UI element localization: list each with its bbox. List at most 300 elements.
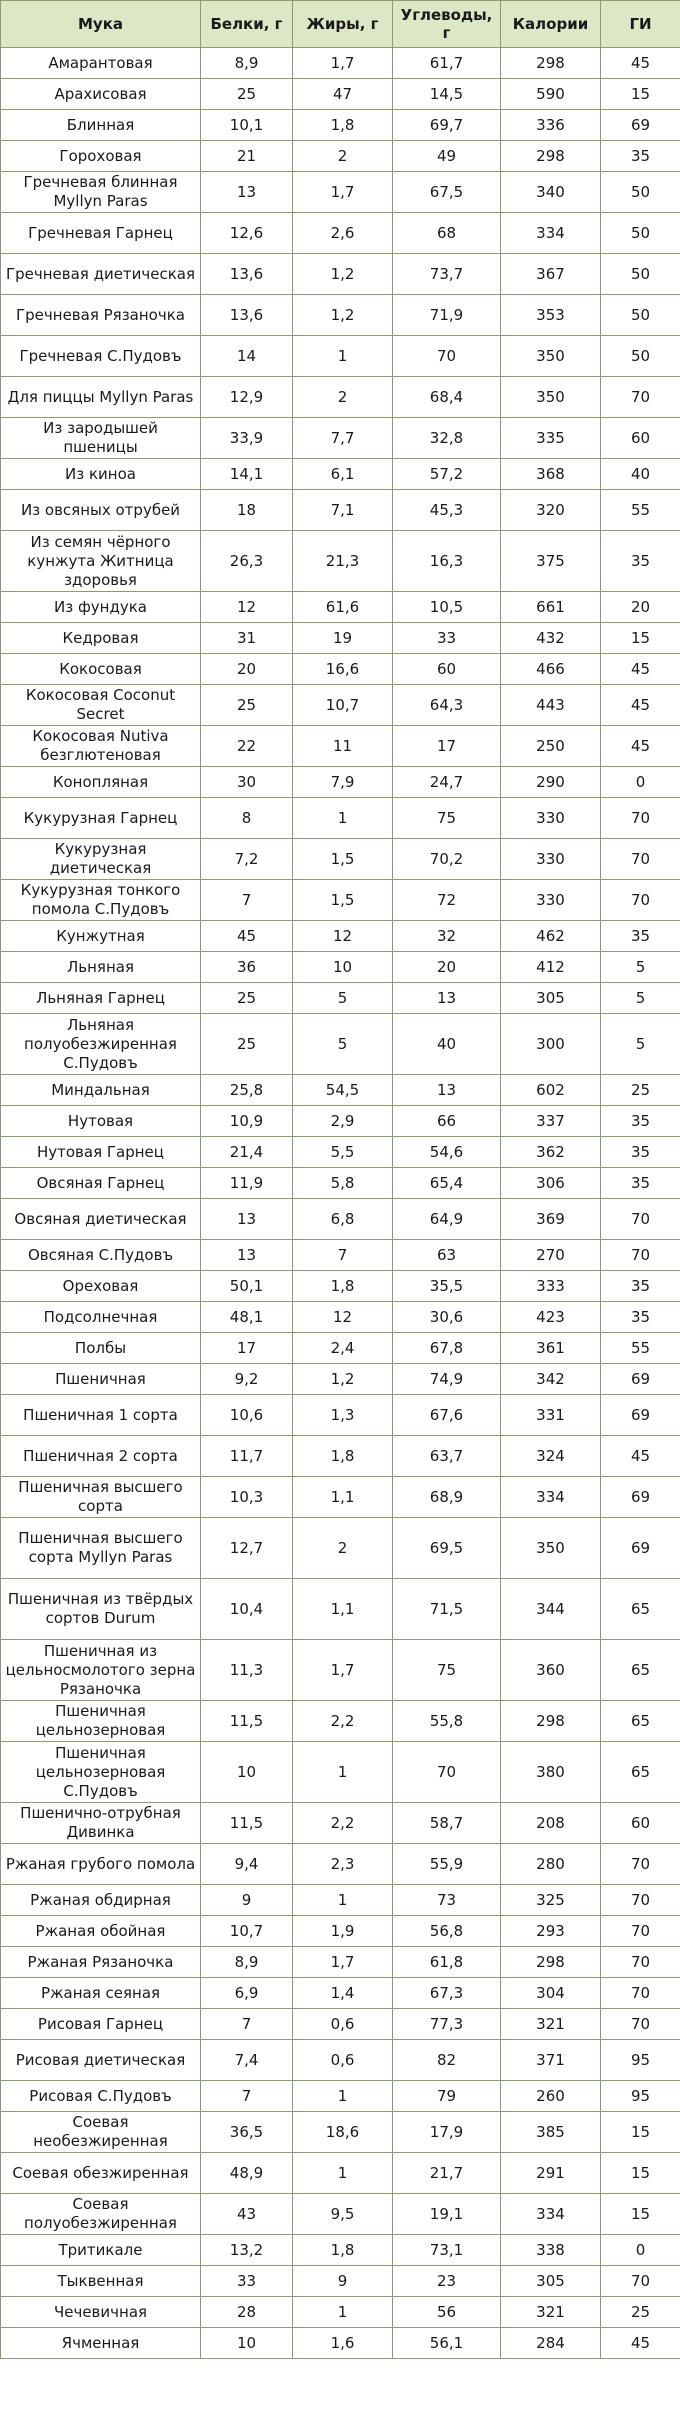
cell-fat: 1,6	[293, 2328, 393, 2359]
cell-gi: 15	[601, 2194, 680, 2235]
cell-gi: 45	[601, 654, 680, 685]
cell-flour-name: Соевая обезжиренная	[1, 2153, 201, 2194]
cell-gi: 69	[601, 1364, 680, 1395]
cell-calories: 331	[501, 1395, 601, 1436]
cell-gi: 5	[601, 1014, 680, 1075]
cell-flour-name: Пшеничная из твёрдых сортов Durum	[1, 1579, 201, 1640]
cell-protein: 21	[201, 141, 293, 172]
cell-gi: 25	[601, 2297, 680, 2328]
cell-flour-name: Соевая полуобезжиренная	[1, 2194, 201, 2235]
cell-calories: 305	[501, 983, 601, 1014]
table-row	[1, 2009, 680, 2040]
cell-protein: 11,5	[201, 1701, 293, 1742]
cell-protein: 14,1	[201, 459, 293, 490]
cell-fat: 2	[293, 141, 393, 172]
cell-gi: 70	[601, 1199, 680, 1240]
cell-fat: 18,6	[293, 2112, 393, 2153]
cell-carbs: 71,5	[393, 1579, 501, 1640]
cell-calories: 321	[501, 2009, 601, 2040]
table-row	[1, 1333, 680, 1364]
table-row	[1, 1240, 680, 1271]
table-row	[1, 490, 680, 531]
header-carbs: Углеводы, г	[393, 1, 501, 48]
cell-protein: 7,2	[201, 839, 293, 880]
cell-flour-name: Пшеничная	[1, 1364, 201, 1395]
cell-protein: 48,1	[201, 1302, 293, 1333]
cell-carbs: 61,7	[393, 48, 501, 79]
cell-carbs: 67,6	[393, 1395, 501, 1436]
cell-fat: 1,5	[293, 839, 393, 880]
cell-protein: 13	[201, 1199, 293, 1240]
table-row	[1, 141, 680, 172]
cell-protein: 7,4	[201, 2040, 293, 2081]
cell-calories: 333	[501, 1271, 601, 1302]
table-row	[1, 377, 680, 418]
cell-gi: 70	[601, 1240, 680, 1271]
cell-flour-name: Из овсяных отрубей	[1, 490, 201, 531]
cell-carbs: 20	[393, 952, 501, 983]
cell-flour-name: Пшеничная из цельносмолотого зерна Рязаночка	[1, 1640, 201, 1701]
cell-protein: 7	[201, 2009, 293, 2040]
cell-protein: 25	[201, 79, 293, 110]
table-row	[1, 798, 680, 839]
cell-carbs: 55,8	[393, 1701, 501, 1742]
cell-flour-name: Арахисовая	[1, 79, 201, 110]
cell-protein: 10,4	[201, 1579, 293, 1640]
table-row	[1, 2081, 680, 2112]
cell-gi: 15	[601, 623, 680, 654]
cell-carbs: 63,7	[393, 1436, 501, 1477]
cell-flour-name: Овсяная диетическая	[1, 1199, 201, 1240]
table-row	[1, 592, 680, 623]
cell-carbs: 13	[393, 983, 501, 1014]
cell-protein: 45	[201, 921, 293, 952]
cell-calories: 291	[501, 2153, 601, 2194]
cell-calories: 334	[501, 213, 601, 254]
header-row	[1, 1, 680, 48]
cell-fat: 61,6	[293, 592, 393, 623]
cell-fat: 7,1	[293, 490, 393, 531]
cell-carbs: 30,6	[393, 1302, 501, 1333]
cell-flour-name: Кокосовая Coconut Secret	[1, 685, 201, 726]
table-row	[1, 1978, 680, 2009]
cell-calories: 338	[501, 2235, 601, 2266]
table-row	[1, 654, 680, 685]
cell-fat: 2	[293, 377, 393, 418]
cell-calories: 325	[501, 1885, 601, 1916]
cell-protein: 21,4	[201, 1137, 293, 1168]
cell-flour-name: Овсяная Гарнец	[1, 1168, 201, 1199]
cell-protein: 9	[201, 1885, 293, 1916]
cell-protein: 13	[201, 1240, 293, 1271]
cell-flour-name: Кукурузная Гарнец	[1, 798, 201, 839]
cell-carbs: 17	[393, 726, 501, 767]
cell-calories: 334	[501, 1477, 601, 1518]
cell-flour-name: Пшеничная цельнозерновая С.Пудовъ	[1, 1742, 201, 1803]
cell-fat: 9	[293, 2266, 393, 2297]
cell-protein: 10,9	[201, 1106, 293, 1137]
table-row	[1, 1364, 680, 1395]
cell-flour-name: Льняная полуобезжиренная С.Пудовъ	[1, 1014, 201, 1075]
cell-gi: 0	[601, 767, 680, 798]
cell-protein: 10,1	[201, 110, 293, 141]
cell-gi: 50	[601, 172, 680, 213]
cell-carbs: 73,7	[393, 254, 501, 295]
cell-calories: 298	[501, 1701, 601, 1742]
cell-flour-name: Ржаная сеяная	[1, 1978, 201, 2009]
cell-flour-name: Кедровая	[1, 623, 201, 654]
cell-fat: 1,7	[293, 1947, 393, 1978]
cell-protein: 18	[201, 490, 293, 531]
cell-gi: 5	[601, 983, 680, 1014]
cell-gi: 70	[601, 1844, 680, 1885]
cell-fat: 2	[293, 1518, 393, 1579]
cell-calories: 368	[501, 459, 601, 490]
cell-flour-name: Подсолнечная	[1, 1302, 201, 1333]
table-row	[1, 983, 680, 1014]
cell-gi: 50	[601, 254, 680, 295]
cell-flour-name: Нутовая	[1, 1106, 201, 1137]
cell-protein: 48,9	[201, 2153, 293, 2194]
cell-protein: 12,9	[201, 377, 293, 418]
cell-protein: 10	[201, 2328, 293, 2359]
cell-fat: 1	[293, 1885, 393, 1916]
cell-gi: 50	[601, 336, 680, 377]
cell-protein: 33	[201, 2266, 293, 2297]
table-row	[1, 418, 680, 459]
cell-gi: 20	[601, 592, 680, 623]
table-row	[1, 1518, 680, 1579]
cell-fat: 12	[293, 921, 393, 952]
cell-gi: 35	[601, 1302, 680, 1333]
cell-calories: 284	[501, 2328, 601, 2359]
cell-flour-name: Гороховая	[1, 141, 201, 172]
cell-carbs: 21,7	[393, 2153, 501, 2194]
cell-gi: 70	[601, 377, 680, 418]
cell-fat: 1,1	[293, 1477, 393, 1518]
cell-calories: 375	[501, 531, 601, 592]
table-row	[1, 880, 680, 921]
cell-protein: 13,2	[201, 2235, 293, 2266]
cell-flour-name: Кукурузная диетическая	[1, 839, 201, 880]
cell-protein: 10,3	[201, 1477, 293, 1518]
cell-calories: 250	[501, 726, 601, 767]
cell-gi: 25	[601, 1075, 680, 1106]
cell-fat: 1,8	[293, 2235, 393, 2266]
table-row	[1, 1803, 680, 1844]
cell-calories: 380	[501, 1742, 601, 1803]
cell-flour-name: Тыквенная	[1, 2266, 201, 2297]
table-row	[1, 172, 680, 213]
cell-flour-name: Льняная Гарнец	[1, 983, 201, 1014]
cell-carbs: 73,1	[393, 2235, 501, 2266]
cell-flour-name: Ржаная обойная	[1, 1916, 201, 1947]
cell-flour-name: Кунжутная	[1, 921, 201, 952]
cell-carbs: 32	[393, 921, 501, 952]
table-row	[1, 1137, 680, 1168]
cell-fat: 0,6	[293, 2009, 393, 2040]
cell-flour-name: Рисовая диетическая	[1, 2040, 201, 2081]
cell-calories: 412	[501, 952, 601, 983]
cell-fat: 21,3	[293, 531, 393, 592]
table-row	[1, 2040, 680, 2081]
cell-carbs: 24,7	[393, 767, 501, 798]
cell-gi: 95	[601, 2040, 680, 2081]
cell-carbs: 10,5	[393, 592, 501, 623]
header-flour: Мука	[1, 1, 201, 48]
cell-flour-name: Рисовая Гарнец	[1, 2009, 201, 2040]
cell-flour-name: Овсяная С.Пудовъ	[1, 1240, 201, 1271]
cell-flour-name: Ржаная обдирная	[1, 1885, 201, 1916]
cell-carbs: 40	[393, 1014, 501, 1075]
cell-calories: 371	[501, 2040, 601, 2081]
cell-carbs: 79	[393, 2081, 501, 2112]
cell-flour-name: Льняная	[1, 952, 201, 983]
cell-fat: 19	[293, 623, 393, 654]
cell-calories: 330	[501, 798, 601, 839]
cell-protein: 13,6	[201, 254, 293, 295]
cell-gi: 35	[601, 1137, 680, 1168]
cell-protein: 9,2	[201, 1364, 293, 1395]
cell-fat: 1,1	[293, 1579, 393, 1640]
cell-gi: 35	[601, 531, 680, 592]
cell-calories: 298	[501, 1947, 601, 1978]
table-row	[1, 1302, 680, 1333]
cell-gi: 65	[601, 1701, 680, 1742]
table-row	[1, 110, 680, 141]
cell-fat: 0,6	[293, 2040, 393, 2081]
cell-protein: 7	[201, 2081, 293, 2112]
cell-calories: 208	[501, 1803, 601, 1844]
table-row	[1, 952, 680, 983]
table-row	[1, 1199, 680, 1240]
cell-protein: 10,6	[201, 1395, 293, 1436]
cell-calories: 293	[501, 1916, 601, 1947]
table-row	[1, 1168, 680, 1199]
cell-gi: 70	[601, 2266, 680, 2297]
header-fat: Жиры, г	[293, 1, 393, 48]
cell-protein: 13,6	[201, 295, 293, 336]
table-row	[1, 921, 680, 952]
cell-protein: 28	[201, 2297, 293, 2328]
cell-fat: 6,8	[293, 1199, 393, 1240]
cell-carbs: 77,3	[393, 2009, 501, 2040]
table-row	[1, 1436, 680, 1477]
cell-gi: 35	[601, 1168, 680, 1199]
cell-fat: 7	[293, 1240, 393, 1271]
table-row	[1, 1947, 680, 1978]
cell-calories: 324	[501, 1436, 601, 1477]
cell-carbs: 56,8	[393, 1916, 501, 1947]
cell-gi: 70	[601, 839, 680, 880]
cell-protein: 11,3	[201, 1640, 293, 1701]
cell-fat: 1	[293, 2153, 393, 2194]
cell-calories: 304	[501, 1978, 601, 2009]
cell-gi: 70	[601, 798, 680, 839]
cell-flour-name: Гречневая диетическая	[1, 254, 201, 295]
cell-carbs: 70,2	[393, 839, 501, 880]
table-row	[1, 2266, 680, 2297]
table-row	[1, 254, 680, 295]
table-row	[1, 685, 680, 726]
cell-fat: 1,9	[293, 1916, 393, 1947]
cell-carbs: 55,9	[393, 1844, 501, 1885]
cell-carbs: 74,9	[393, 1364, 501, 1395]
cell-protein: 25	[201, 1014, 293, 1075]
cell-carbs: 17,9	[393, 2112, 501, 2153]
cell-gi: 15	[601, 2153, 680, 2194]
table-row	[1, 1640, 680, 1701]
cell-carbs: 54,6	[393, 1137, 501, 1168]
cell-calories: 462	[501, 921, 601, 952]
cell-carbs: 32,8	[393, 418, 501, 459]
table-row	[1, 2112, 680, 2153]
cell-gi: 55	[601, 1333, 680, 1364]
cell-flour-name: Пшенично-отрубная Дивинка	[1, 1803, 201, 1844]
cell-protein: 12,7	[201, 1518, 293, 1579]
cell-fat: 2,2	[293, 1803, 393, 1844]
cell-calories: 334	[501, 2194, 601, 2235]
cell-protein: 25	[201, 983, 293, 1014]
cell-carbs: 60	[393, 654, 501, 685]
cell-calories: 350	[501, 1518, 601, 1579]
cell-protein: 12,6	[201, 213, 293, 254]
cell-flour-name: Из киноа	[1, 459, 201, 490]
cell-gi: 65	[601, 1579, 680, 1640]
cell-calories: 443	[501, 685, 601, 726]
cell-calories: 270	[501, 1240, 601, 1271]
cell-gi: 69	[601, 110, 680, 141]
cell-gi: 15	[601, 2112, 680, 2153]
cell-flour-name: Амарантовая	[1, 48, 201, 79]
cell-calories: 321	[501, 2297, 601, 2328]
cell-carbs: 56	[393, 2297, 501, 2328]
cell-flour-name: Пшеничная 2 сорта	[1, 1436, 201, 1477]
cell-protein: 12	[201, 592, 293, 623]
cell-fat: 5	[293, 983, 393, 1014]
cell-calories: 337	[501, 1106, 601, 1137]
cell-fat: 54,5	[293, 1075, 393, 1106]
table-row	[1, 459, 680, 490]
cell-calories: 360	[501, 1640, 601, 1701]
cell-fat: 1,3	[293, 1395, 393, 1436]
cell-protein: 25,8	[201, 1075, 293, 1106]
cell-gi: 35	[601, 921, 680, 952]
cell-calories: 298	[501, 48, 601, 79]
cell-protein: 9,4	[201, 1844, 293, 1885]
cell-fat: 2,4	[293, 1333, 393, 1364]
cell-calories: 344	[501, 1579, 601, 1640]
cell-flour-name: Ячменная	[1, 2328, 201, 2359]
cell-carbs: 68,4	[393, 377, 501, 418]
cell-carbs: 65,4	[393, 1168, 501, 1199]
cell-protein: 36	[201, 952, 293, 983]
cell-fat: 9,5	[293, 2194, 393, 2235]
cell-fat: 1,2	[293, 1364, 393, 1395]
cell-fat: 2,3	[293, 1844, 393, 1885]
cell-carbs: 14,5	[393, 79, 501, 110]
cell-calories: 280	[501, 1844, 601, 1885]
header-gi: ГИ	[601, 1, 680, 48]
table-row	[1, 295, 680, 336]
cell-fat: 1,5	[293, 880, 393, 921]
cell-flour-name: Рисовая С.Пудовъ	[1, 2081, 201, 2112]
cell-flour-name: Кокосовая	[1, 654, 201, 685]
table-row	[1, 2235, 680, 2266]
cell-calories: 320	[501, 490, 601, 531]
cell-gi: 45	[601, 726, 680, 767]
cell-calories: 350	[501, 377, 601, 418]
cell-protein: 8,9	[201, 48, 293, 79]
cell-fat: 10	[293, 952, 393, 983]
table-row	[1, 767, 680, 798]
cell-calories: 661	[501, 592, 601, 623]
cell-fat: 11	[293, 726, 393, 767]
cell-carbs: 58,7	[393, 1803, 501, 1844]
cell-flour-name: Пшеничная высшего сорта	[1, 1477, 201, 1518]
cell-gi: 50	[601, 213, 680, 254]
cell-flour-name: Полбы	[1, 1333, 201, 1364]
cell-protein: 11,7	[201, 1436, 293, 1477]
cell-calories: 306	[501, 1168, 601, 1199]
table-row	[1, 1885, 680, 1916]
cell-carbs: 19,1	[393, 2194, 501, 2235]
cell-calories: 330	[501, 839, 601, 880]
cell-carbs: 75	[393, 1640, 501, 1701]
cell-carbs: 68	[393, 213, 501, 254]
cell-carbs: 67,5	[393, 172, 501, 213]
cell-flour-name: Кокосовая Nutiva безглютеновая	[1, 726, 201, 767]
cell-calories: 423	[501, 1302, 601, 1333]
table-row	[1, 48, 680, 79]
table-row	[1, 1916, 680, 1947]
table-row	[1, 1701, 680, 1742]
cell-carbs: 69,5	[393, 1518, 501, 1579]
cell-gi: 69	[601, 1477, 680, 1518]
table-row	[1, 1075, 680, 1106]
cell-carbs: 64,9	[393, 1199, 501, 1240]
cell-carbs: 64,3	[393, 685, 501, 726]
cell-calories: 298	[501, 141, 601, 172]
cell-fat: 1,8	[293, 1436, 393, 1477]
cell-protein: 11,9	[201, 1168, 293, 1199]
table-row	[1, 2194, 680, 2235]
header-protein: Белки, г	[201, 1, 293, 48]
cell-flour-name: Гречневая Гарнец	[1, 213, 201, 254]
cell-gi: 35	[601, 1106, 680, 1137]
cell-fat: 2,2	[293, 1701, 393, 1742]
cell-gi: 35	[601, 141, 680, 172]
cell-fat: 1	[293, 1742, 393, 1803]
cell-protein: 7	[201, 880, 293, 921]
cell-carbs: 82	[393, 2040, 501, 2081]
cell-protein: 8,9	[201, 1947, 293, 1978]
table-row	[1, 1271, 680, 1302]
cell-gi: 69	[601, 1395, 680, 1436]
table-row	[1, 1395, 680, 1436]
cell-protein: 25	[201, 685, 293, 726]
cell-protein: 36,5	[201, 2112, 293, 2153]
cell-flour-name: Из семян чёрного кунжута Житница здоровья	[1, 531, 201, 592]
cell-fat: 1,7	[293, 1640, 393, 1701]
cell-fat: 2,9	[293, 1106, 393, 1137]
cell-flour-name: Тритикале	[1, 2235, 201, 2266]
cell-carbs: 70	[393, 1742, 501, 1803]
cell-fat: 1	[293, 2297, 393, 2328]
cell-protein: 33,9	[201, 418, 293, 459]
cell-flour-name: Блинная	[1, 110, 201, 141]
cell-gi: 65	[601, 1640, 680, 1701]
